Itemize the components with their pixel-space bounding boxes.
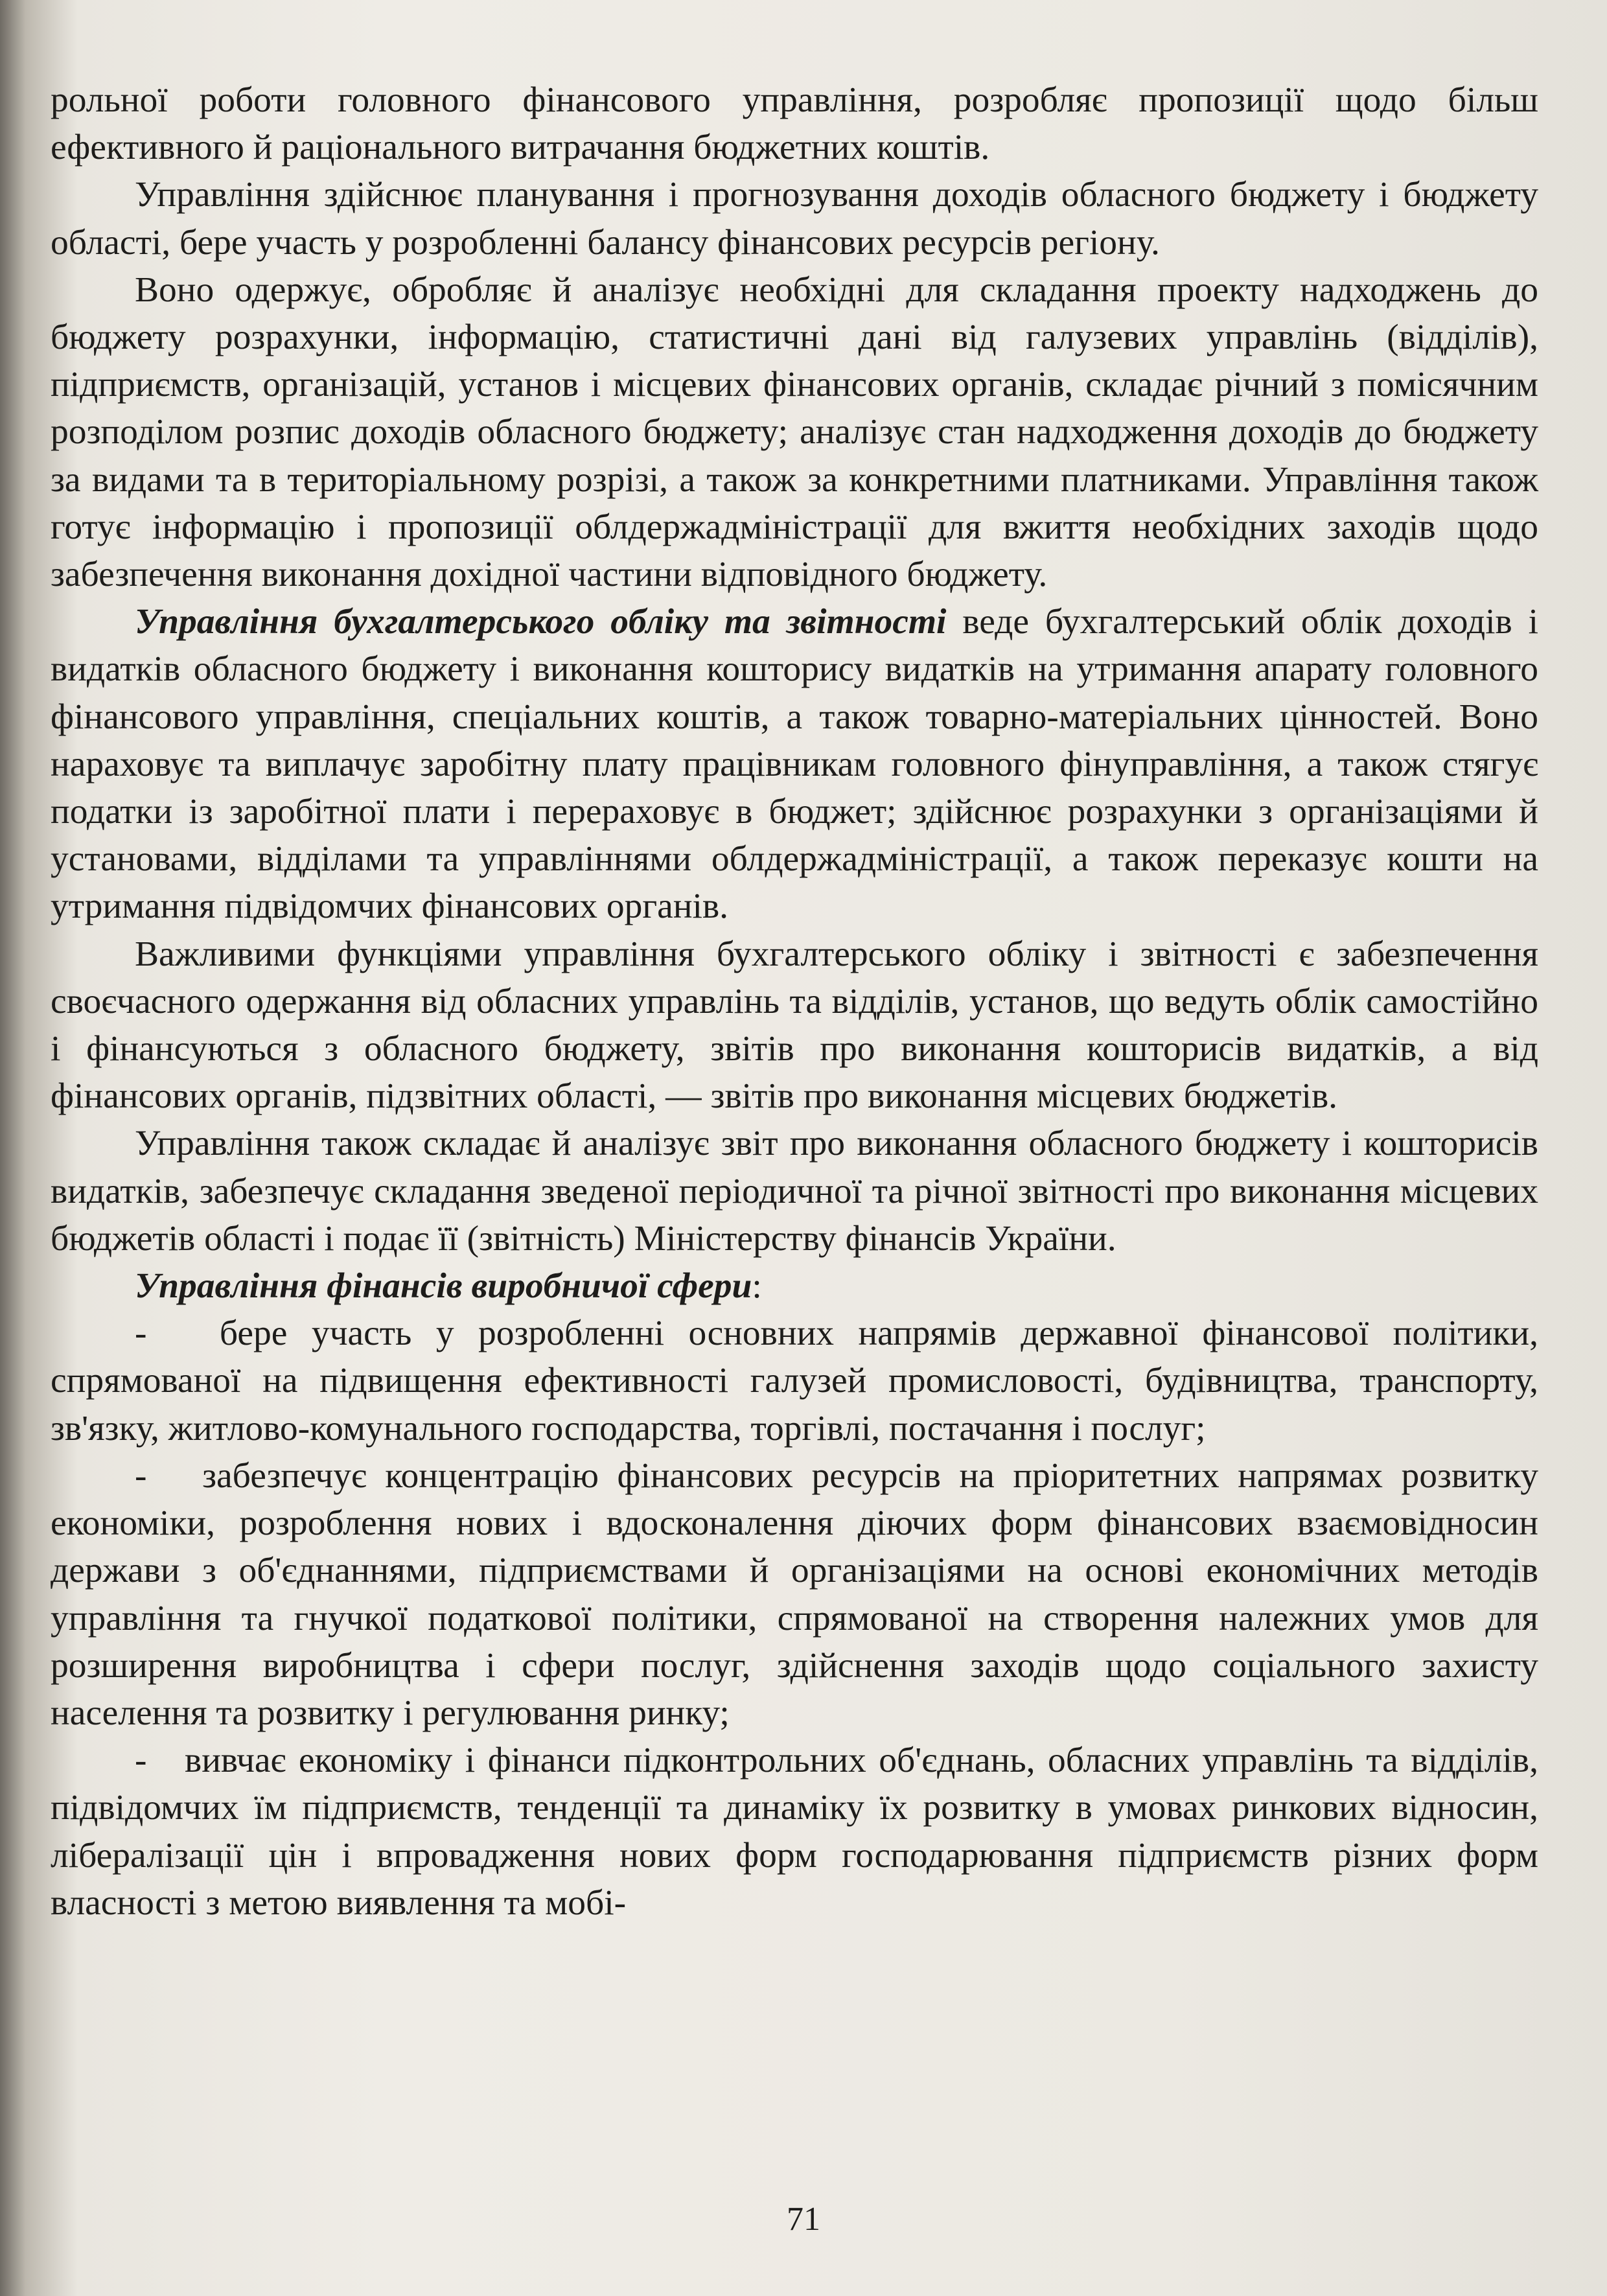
- list-item-text: забезпечує концентрацію фінансових ресурсів на пріоритетних напрямах розвитку економіки, розроблення нових і вдосконалення діючих форм фінансових взаємовідносин держави з об'єднаннями, підприємствами й організаціями на основі економічних методів управління та гнучкої податкової політики, спрямованої на створення належних умов для розширення виробництва і сфери послуг, здійснення заходів щодо соціального захисту населення та розвитку і регулювання ринку;: [51, 1455, 1538, 1733]
- section-heading-accounting: Управління бухгалтерського обліку та звітності: [135, 602, 947, 642]
- list-item: [51, 1452, 1538, 1737]
- paragraph-reporting: Управління також складає й аналізує звіт про виконання обласного бюджету і кошторисів видатків, забезпечує складання зведеної періодичної та річної звітності про виконання місцевих бюджетів області і подає її (звітність) Міністерству фінансів України.: [51, 1124, 1538, 1258]
- paragraph-accounting-section: [51, 598, 1538, 930]
- list-item-text: вивчає економіку і фінанси підконтрольних об'єднань, обласних управлінь та відділів, підвідомчих їм підприємств, тенденції та динаміку їх розвитку в умовах ринкових відносин, лібералізації цін і впровадження нових форм господарювання підприємств різних форм власності з метою виявлення та мобі-: [51, 1741, 1538, 1923]
- list-item: [51, 1737, 1538, 1927]
- list-dash: -: [135, 1314, 147, 1354]
- list-item: [51, 1310, 1538, 1452]
- heading-colon: :: [752, 1266, 762, 1306]
- paragraph-production-heading: [51, 1262, 1538, 1310]
- section-heading-production: Управління фінансів виробничої сфери: [135, 1266, 752, 1306]
- paragraph-revenue-planning: Управління здійснює планування і прогнозування доходів обласного бюджету і бюджету області, бере участь у розробленні балансу фінансових ресурсів регіону.: [51, 175, 1538, 262]
- paragraph-revenue-analysis: Воно одержує, обробляє й аналізує необхідні для складання проекту надходжень до бюджету розрахунки, інформацію, статистичні дані від галузевих управлінь (відділів), підприємств, організацій, установ і місцевих фінансових органів, складає річний з помісячним розподілом розпис доходів обласного бюджету; аналізує стан надходження доходів до бюджету за видами та в територіальному розрізі, а також за конкретними платниками. Управління також готує інформацію і пропозиції облдержадміністрації для вжиття необхідних заходів щодо забезпечення виконання дохідної частини відповідного бюджету.: [51, 270, 1538, 595]
- paragraph-accounting-functions: Важливими функціями управління бухгалтерського обліку і звітності є забезпечення своєчасного одержання від обласних управлінь та відділів, установ, що ведуть облік самостійно і фінансуються з обласного бюджету, звітів про виконання кошторисів видатків, а від фінансових органів, підзвітних області, — звітів про виконання місцевих бюджетів.: [51, 934, 1538, 1117]
- list-dash: -: [135, 1741, 147, 1781]
- body-text: [51, 76, 1538, 1927]
- paragraph-continued: рольної роботи головного фінансового управління, розробляє пропозиції щодо більш ефективного й раціонального витрачання бюджетних коштів.: [51, 80, 1538, 168]
- list-item-text: бере участь у розробленні основних напрямів державної фінансової політики, спрямованої на підвищення ефективності галузей промисловості, будівництва, транспорту, зв'язку, житлово-комунального господарства, торгівлі, постачання і послуг;: [51, 1314, 1539, 1448]
- accounting-section-text: веде бухгалтерський облік доходів і видатків обласного бюджету і виконання кошторису видатків на утримання апарату головного фінансового управління, спеціальних коштів, а також товарно-матеріальних цінностей. Воно нараховує та виплачує заробітну плату працівникам головного фінуправління, а також стягує податки із заробітної плати і перераховує в бюджет; здійснює розрахунки з організаціями й установами, відділами та управліннями облдержадміністрації, а також переказує кошти на утримання підвідомчих фінансових органів.: [51, 602, 1538, 927]
- page-number: 71: [787, 2201, 820, 2238]
- list-dash: -: [135, 1455, 147, 1496]
